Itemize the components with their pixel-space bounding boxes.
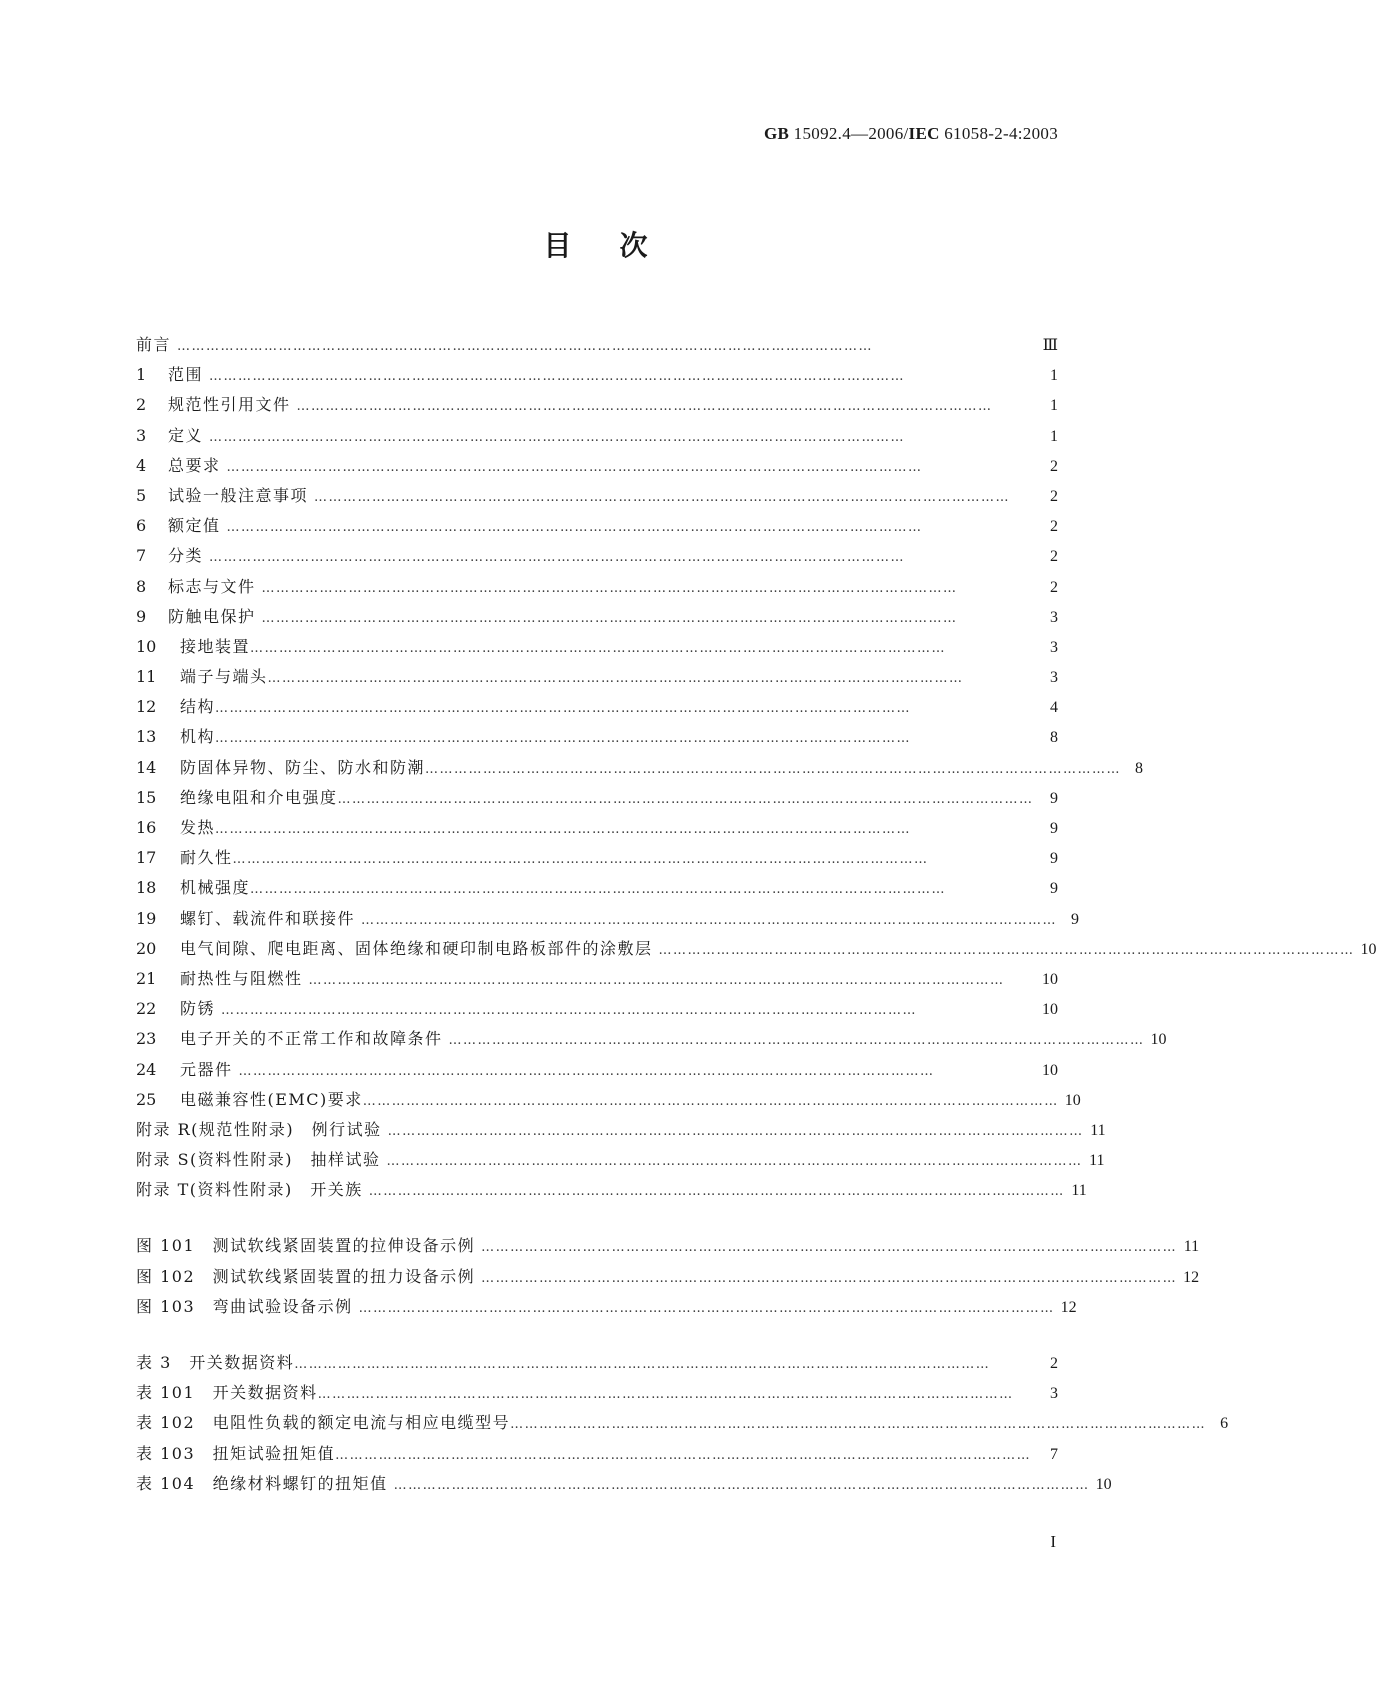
toc-entry-page: 3 bbox=[1050, 608, 1058, 626]
toc-entry-number: 16 bbox=[136, 818, 157, 837]
dot-leader: ……………………………………………………………………………………………………………………………… bbox=[362, 1093, 1059, 1109]
toc-entry-number: 19 bbox=[136, 908, 157, 928]
toc-entry[interactable] bbox=[136, 934, 1377, 964]
toc-entry-page: 6 bbox=[1220, 1415, 1229, 1433]
toc-entry-page: 10 bbox=[1042, 1061, 1058, 1079]
toc-entry-page: 7 bbox=[1050, 1445, 1058, 1463]
toc-entry-label: 防触电保护 bbox=[168, 606, 256, 626]
dot-leader: ……………………………………………………………………………………………………………………………… bbox=[387, 1123, 1084, 1139]
toc-entry-page: 10 bbox=[1360, 940, 1377, 958]
toc-entry-page: 9 bbox=[1050, 880, 1058, 898]
toc-entry-label: 分类 bbox=[168, 546, 204, 566]
toc-entry-page: 2 bbox=[1050, 487, 1058, 505]
toc-entry-number: 14 bbox=[136, 757, 157, 777]
toc-entry-label: 防锈 bbox=[180, 999, 216, 1019]
toc-entry-number: 25 bbox=[136, 1089, 157, 1109]
toc-entry-page: 10 bbox=[1042, 970, 1058, 988]
toc-entry-label: 结构 bbox=[180, 697, 216, 717]
dot-leader: ……………………………………………………………………………………………………………………………… bbox=[215, 822, 912, 837]
toc-entry[interactable] bbox=[136, 692, 1058, 722]
toc-entry-number: 24 bbox=[136, 1059, 157, 1079]
toc-entry[interactable] bbox=[136, 1115, 1106, 1145]
dot-leader: ……………………………………………………………………………………………………………………………… bbox=[425, 761, 1122, 777]
toc-entry-label: 前言 bbox=[136, 335, 172, 354]
dot-leader: ……………………………………………………………………………………………………………………………… bbox=[358, 1300, 1055, 1316]
dot-leader: ……………………………………………………………………………………………………………………………… bbox=[335, 1447, 1032, 1463]
toc-entry-page: 1 bbox=[1050, 367, 1058, 385]
dot-leader: ……………………………………………………………………………………………………………………………… bbox=[215, 731, 912, 747]
dot-leader: ……………………………………………………………………………………………………………………………… bbox=[314, 489, 1011, 505]
toc-entry-label: 图 101 测试软线紧固装置的拉伸设备示例 bbox=[136, 1236, 476, 1256]
toc-entry[interactable] bbox=[136, 511, 1058, 541]
toc-entry[interactable] bbox=[136, 421, 1058, 451]
dot-leader: ……………………………………………………………………………………………………………………………… bbox=[232, 852, 929, 868]
toc-entry[interactable] bbox=[136, 1055, 1058, 1085]
toc-entry-page: 9 bbox=[1050, 850, 1058, 868]
toc-entry-label: 试验一般注意事项 bbox=[168, 485, 309, 505]
dot-leader: ……………………………………………………………………………………………………………………………… bbox=[215, 701, 912, 717]
dot-leader: ……………………………………………………………………………………………………………………………… bbox=[337, 791, 1034, 807]
toc-entry[interactable] bbox=[136, 1408, 1229, 1438]
dot-leader: ……………………………………………………………………………………………………………………………… bbox=[448, 1033, 1145, 1049]
toc-entry-number: 12 bbox=[136, 697, 157, 717]
toc-entry[interactable] bbox=[136, 1231, 1200, 1261]
dot-leader: ……………………………………………………………………………………………………………………………… bbox=[510, 1417, 1207, 1433]
toc-entry-label: 表 103 扭矩试验扭矩值 bbox=[136, 1443, 336, 1463]
toc-entry-label: 接地装置 bbox=[180, 636, 251, 656]
toc-entry-page: 10 bbox=[1095, 1475, 1112, 1493]
toc-entry-number: 8 bbox=[136, 576, 147, 596]
toc-entry-label: 电磁兼容性(EMC)要求 bbox=[180, 1089, 363, 1109]
toc-entry-page: 10 bbox=[1042, 1001, 1058, 1019]
toc-entry-page: 1 bbox=[1050, 397, 1058, 415]
dot-leader: ……………………………………………………………………………………………………………………………… bbox=[209, 550, 906, 566]
toc-entry[interactable] bbox=[136, 541, 1058, 571]
toc-entry[interactable] bbox=[136, 722, 1058, 752]
toc-entry-number: 20 bbox=[136, 938, 157, 958]
toc-entry-label: 电气间隙、爬电距离、固体绝缘和硬印制电路板部件的涂敷层 bbox=[180, 938, 653, 958]
toc-entry-label: 范围 bbox=[168, 365, 204, 385]
toc-entry[interactable] bbox=[136, 1292, 1077, 1322]
toc-entry-label: 附录 T(资料性附录) 开关族 bbox=[136, 1180, 363, 1200]
toc-entry-number: 15 bbox=[136, 787, 157, 807]
toc-entry-label: 绝缘电阻和介电强度 bbox=[180, 787, 338, 807]
toc-entry-page: 2 bbox=[1050, 518, 1058, 536]
iec-number: 61058-2-4:2003 bbox=[944, 124, 1058, 143]
dot-leader: ……………………………………………………………………………………………………………………………… bbox=[261, 610, 958, 626]
toc-entry-label: 耐热性与阻燃性 bbox=[180, 968, 303, 988]
toc-entry-label: 图 103 弯曲试验设备示例 bbox=[136, 1296, 353, 1316]
toc-entry-number: 6 bbox=[136, 516, 147, 536]
toc-entry-number: 11 bbox=[136, 667, 157, 687]
dot-leader: ……………………………………………………………………………………………………………………………… bbox=[209, 369, 906, 385]
toc-entry-label: 定义 bbox=[168, 425, 204, 445]
toc-entry-page: 2 bbox=[1050, 1355, 1058, 1372]
toc-entry-label: 发热 bbox=[180, 818, 216, 837]
toc-entry-page: 3 bbox=[1050, 669, 1058, 687]
dot-leader: ……………………………………………………………………………………………………………………………… bbox=[226, 520, 923, 536]
table-of-contents bbox=[136, 330, 1377, 1499]
toc-entry-page: 8 bbox=[1050, 729, 1058, 747]
toc-entry-number: 18 bbox=[136, 878, 157, 898]
toc-entry-label: 额定值 bbox=[168, 516, 221, 536]
toc-entry[interactable] bbox=[136, 964, 1058, 994]
toc-entry-label: 附录 R(规范性附录) 例行试验 bbox=[136, 1119, 382, 1139]
toc-entry-page: 9 bbox=[1071, 910, 1080, 928]
toc-entry[interactable] bbox=[136, 602, 1058, 632]
toc-entry-page: Ⅲ bbox=[1042, 337, 1058, 354]
dot-leader: ……………………………………………………………………………………………………………………………… bbox=[308, 972, 1005, 988]
toc-entry-number: 4 bbox=[136, 455, 147, 475]
toc-entry[interactable] bbox=[136, 1378, 1058, 1408]
dot-leader: ……………………………………………………………………………………………………………………………… bbox=[481, 1240, 1178, 1256]
toc-entry-label: 表 102 电阻性负载的额定电流与相应电缆型号 bbox=[136, 1413, 511, 1433]
gb-prefix: GB bbox=[763, 124, 790, 143]
toc-entry-page: 12 bbox=[1183, 1268, 1200, 1286]
toc-entry-label: 机械强度 bbox=[180, 878, 251, 898]
toc-entry[interactable] bbox=[136, 813, 1058, 843]
toc-entry-page: 12 bbox=[1060, 1298, 1077, 1316]
toc-entry-page: 9 bbox=[1050, 789, 1058, 807]
toc-entry[interactable] bbox=[136, 390, 1058, 420]
toc-entry[interactable] bbox=[136, 1348, 1058, 1378]
toc-entry-label: 表 101 开关数据资料 bbox=[136, 1383, 318, 1403]
toc-entry[interactable] bbox=[136, 451, 1058, 481]
toc-entry-label: 防固体异物、防尘、防水和防潮 bbox=[180, 757, 426, 777]
toc-entry-number: 13 bbox=[136, 727, 157, 747]
dot-leader: ……………………………………………………………………………………………………………………………… bbox=[261, 580, 958, 596]
dot-leader: ……………………………………………………………………………………………………………………………… bbox=[250, 640, 947, 656]
gb-number: 15092.4—2006/ bbox=[793, 124, 909, 143]
dot-leader: ……………………………………………………………………………………………………………………………… bbox=[294, 1357, 991, 1372]
toc-entry-number: 10 bbox=[136, 636, 157, 656]
iec-prefix: IEC bbox=[908, 124, 940, 143]
toc-entry-page: 11 bbox=[1071, 1182, 1087, 1200]
toc-entry-number: 22 bbox=[136, 999, 157, 1019]
dot-leader: ……………………………………………………………………………………………………………………………… bbox=[658, 942, 1355, 958]
toc-entry-page: 1 bbox=[1050, 427, 1058, 445]
toc-entry[interactable] bbox=[136, 753, 1144, 783]
toc-entry[interactable] bbox=[136, 481, 1058, 511]
toc-entry[interactable] bbox=[136, 994, 1058, 1024]
toc-entry-page: 8 bbox=[1135, 759, 1144, 777]
toc-entry[interactable] bbox=[136, 783, 1058, 813]
dot-leader: ……………………………………………………………………………………………………………………………… bbox=[296, 399, 993, 415]
toc-entry[interactable] bbox=[136, 1175, 1087, 1205]
toc-entry-page: 11 bbox=[1183, 1238, 1200, 1256]
dot-leader: ……………………………………………………………………………………………………………………………… bbox=[250, 882, 947, 898]
dot-leader: ……………………………………………………………………………………………………………………………… bbox=[361, 912, 1058, 928]
toc-entry-label: 表 3 开关数据资料 bbox=[136, 1353, 295, 1372]
toc-entry[interactable] bbox=[136, 330, 1058, 360]
toc-entry-page: 9 bbox=[1050, 820, 1058, 837]
page-title: 目次 bbox=[543, 229, 696, 262]
dot-leader: ……………………………………………………………………………………………………………………………… bbox=[368, 1184, 1065, 1200]
toc-entry-label: 图 102 测试软线紧固装置的扭力设备示例 bbox=[136, 1266, 476, 1286]
toc-entry[interactable] bbox=[136, 1145, 1105, 1175]
toc-entry[interactable] bbox=[136, 873, 1058, 903]
dot-leader: ……………………………………………………………………………………………………………………………… bbox=[209, 429, 906, 445]
dot-leader: ……………………………………………………………………………………………………………………………… bbox=[177, 339, 874, 354]
toc-entry-label: 附录 S(资料性附录) 抽样试验 bbox=[136, 1150, 381, 1170]
toc-entry-number: 5 bbox=[136, 485, 147, 505]
toc-entry-label: 螺钉、载流件和联接件 bbox=[180, 908, 356, 928]
toc-entry-page: 2 bbox=[1050, 548, 1058, 566]
dot-leader: ……………………………………………………………………………………………………………………………… bbox=[226, 459, 923, 475]
toc-entry-label: 电子开关的不正常工作和故障条件 bbox=[180, 1029, 443, 1049]
toc-entry-label: 规范性引用文件 bbox=[168, 395, 291, 415]
toc-entry-page: 10 bbox=[1064, 1091, 1081, 1109]
dot-leader: ……………………………………………………………………………………………………………………………… bbox=[317, 1387, 1014, 1403]
toc-entry-number: 23 bbox=[136, 1029, 157, 1049]
toc-entry-page: 11 bbox=[1089, 1152, 1105, 1170]
toc-entry[interactable] bbox=[136, 904, 1080, 934]
toc-entry-label: 耐久性 bbox=[180, 848, 233, 868]
toc-entry[interactable] bbox=[136, 662, 1058, 692]
toc-entry-page: 11 bbox=[1090, 1121, 1106, 1139]
toc-entry-page: 10 bbox=[1150, 1031, 1167, 1049]
toc-entry[interactable] bbox=[136, 1439, 1058, 1469]
dot-leader: ……………………………………………………………………………………………………………………………… bbox=[481, 1270, 1178, 1286]
toc-entry[interactable] bbox=[136, 1024, 1167, 1054]
dot-leader: ……………………………………………………………………………………………………………………………… bbox=[386, 1154, 1083, 1170]
dot-leader: ……………………………………………………………………………………………………………………………… bbox=[221, 1003, 918, 1019]
document-code bbox=[764, 124, 1058, 144]
toc-entry[interactable] bbox=[136, 360, 1058, 390]
toc-entry-page: 3 bbox=[1050, 1385, 1058, 1403]
section-gap bbox=[136, 1322, 1058, 1348]
toc-entry-page: 4 bbox=[1050, 699, 1058, 717]
toc-entry-number: 3 bbox=[136, 425, 147, 445]
dot-leader: ……………………………………………………………………………………………………………………………… bbox=[238, 1063, 935, 1079]
toc-entry[interactable] bbox=[136, 1085, 1081, 1115]
toc-entry-number: 17 bbox=[136, 848, 157, 868]
toc-entry-number: 1 bbox=[136, 365, 147, 385]
toc-entry-page: 2 bbox=[1050, 457, 1058, 475]
toc-entry[interactable] bbox=[136, 632, 1058, 662]
page-number: I bbox=[1050, 1532, 1056, 1551]
toc-entry-number: 2 bbox=[136, 395, 147, 415]
toc-entry-number: 7 bbox=[136, 546, 147, 566]
toc-entry-label: 标志与文件 bbox=[168, 576, 256, 596]
toc-entry-label: 元器件 bbox=[180, 1059, 233, 1079]
toc-entry-label: 机构 bbox=[180, 727, 216, 747]
dot-leader: ……………………………………………………………………………………………………………………………… bbox=[393, 1477, 1090, 1493]
toc-entry-label: 端子与端头 bbox=[180, 667, 268, 687]
toc-entry-page: 2 bbox=[1050, 578, 1058, 596]
toc-entry[interactable] bbox=[136, 1262, 1200, 1292]
toc-entry-number: 21 bbox=[136, 968, 157, 988]
toc-entry[interactable] bbox=[136, 843, 1058, 873]
toc-entry-label: 总要求 bbox=[168, 455, 221, 475]
section-gap bbox=[136, 1205, 1058, 1231]
toc-entry-label: 表 104 绝缘材料螺钉的扭矩值 bbox=[136, 1473, 388, 1493]
toc-entry-page: 3 bbox=[1050, 638, 1058, 656]
toc-entry[interactable] bbox=[136, 1469, 1112, 1499]
toc-entry[interactable] bbox=[136, 572, 1058, 602]
toc-entry-number: 9 bbox=[136, 606, 147, 626]
dot-leader: ……………………………………………………………………………………………………………………………… bbox=[267, 671, 964, 687]
